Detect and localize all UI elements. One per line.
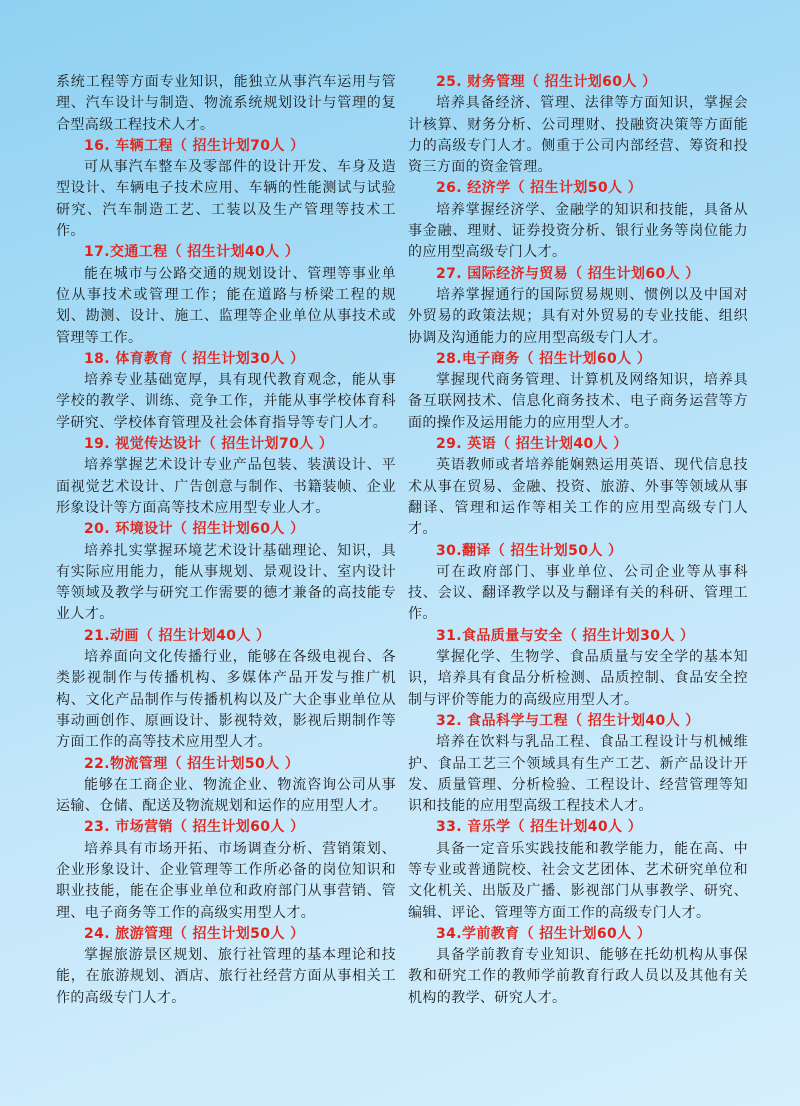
- major-entry: [408, 541, 748, 626]
- enrollment-plan: （ 招生计划30人 ）: [172, 350, 305, 367]
- major-title: 30.翻译: [436, 542, 491, 559]
- major-entry: [56, 817, 396, 923]
- major-entry: [56, 519, 396, 625]
- major-title: 33. 音乐学: [436, 819, 511, 836]
- major-entry: [56, 136, 396, 242]
- major-title: 26. 经济学: [436, 180, 511, 197]
- major-heading: [56, 434, 396, 455]
- left-major-list: [56, 136, 396, 1009]
- major-heading: [408, 72, 748, 93]
- major-entry: [408, 178, 748, 263]
- major-entry: [408, 817, 748, 923]
- major-heading: [408, 817, 748, 838]
- major-description: 可在政府部门、事业单位、公司企业等从事科技、会议、翻译教学以及与翻译有关的科研、管理工作。: [408, 563, 748, 623]
- major-heading: [56, 136, 396, 157]
- major-description: 能在城市与公路交通的规划设计、管理等事业单位从事技术或管理工作；能在道路与桥梁工程的规划、勘测、设计、施工、监理等企业单位从事技术或管理等工作。: [56, 265, 396, 346]
- major-heading: [408, 541, 748, 562]
- major-title: 27. 国际经济与贸易: [436, 265, 569, 282]
- major-heading: [56, 924, 396, 945]
- major-entry: [56, 434, 396, 519]
- enrollment-plan: （ 招生计划40人 ）: [167, 244, 300, 261]
- major-heading: [56, 754, 396, 775]
- enrollment-plan: （ 招生计划60人 ）: [568, 265, 700, 282]
- major-heading: [56, 626, 396, 647]
- major-description: 掌握现代商务管理、计算机及网络知识，培养具备互联网技术、信息化商务技术、电子商务运营等方面的操作及运用能力的应用型人才。: [408, 372, 748, 431]
- enrollment-plan: （ 招生计划50人 ）: [490, 542, 623, 559]
- major-title: 23. 市场营销: [84, 819, 173, 836]
- major-description: 培养扎实掌握环境艺术设计基础理论、知识，具有实际应用能力，能从事规划、景观设计、室内设计等领域及教学与研究工作需要的德才兼备的高技能专业人才。: [56, 542, 396, 623]
- major-entry: [56, 242, 396, 348]
- major-entry: [408, 72, 748, 178]
- enrollment-plan: （ 招生计划60人 ）: [519, 350, 652, 367]
- major-heading: [56, 519, 396, 540]
- major-title: 29. 英语: [436, 436, 497, 453]
- major-heading: [408, 434, 748, 455]
- major-heading: [56, 817, 396, 838]
- enrollment-plan: （ 招生计划40人 ）: [568, 712, 700, 729]
- enrollment-plan: （ 招生计划60人 ）: [524, 74, 657, 90]
- major-title: 20. 环境设计: [84, 521, 173, 538]
- major-description: 培养面向文化传播行业，能够在各级电视台、各类影视制作与传播机构、多媒体产品开发与推广机构、文化产品制作与传播机构以及广大企事业单位从事动画创作、原画设计、影视特效，影视后期制作等方面工作的高等技术应用型人才。: [56, 649, 396, 751]
- major-entry: [408, 626, 748, 711]
- major-description: 培养掌握通行的国际贸易规则、惯例以及中国对外贸易的政策法规；具有对外贸易的专业技能、组织协调及沟通能力的应用型高级专门人才。: [408, 286, 748, 346]
- enrollment-plan: （ 招生计划30人 ）: [562, 627, 695, 644]
- enrollment-plan: （ 招生计划40人 ）: [510, 819, 643, 836]
- enrollment-plan: （ 招生计划50人 ）: [172, 925, 305, 942]
- major-description: 培养具有市场开拓、市场调查分析、营销策划、企业形象设计、企业管理等工作所必备的岗位知识和职业技能，能在企事业单位和政府部门从事营销、管理、电子商务等工作的高级实用型人才。: [56, 840, 396, 921]
- major-title: 21.动画: [84, 627, 139, 644]
- major-description: 英语教师或者培养能娴熟运用英语、现代信息技术从事在贸易、金融、投资、旅游、外事等领域从事翻译、管理和运作等相关工作的应用型高级专门人才。: [408, 457, 748, 538]
- major-heading: [56, 349, 396, 370]
- enrollment-plan: （ 招生计划60人 ）: [519, 925, 652, 942]
- major-heading: [56, 242, 396, 263]
- major-description: 培养在饮料与乳品工程、食品工程设计与机械维护、食品工艺三个领域具有生产工艺、新产品设计开发、质量管理、分析检验、工程设计、经营管理等知识和技能的应用型高级工程技术人才。: [408, 734, 748, 815]
- major-heading: [408, 626, 748, 647]
- major-title: 22.物流管理: [84, 755, 168, 772]
- major-entry: [56, 349, 396, 434]
- enrollment-plan: （ 招生计划70人 ）: [201, 436, 334, 453]
- major-description: 培养具备经济、管理、法律等方面知识，掌握会计核算、财务分析、公司理财、投融资决策等方面能力的高级专门人才。侧重于公司内部经营、筹资和投资三方面的资金管理。: [408, 95, 748, 176]
- major-description: 掌握旅游景区规划、旅行社管理的基本理论和技能，在旅游规划、酒店、旅行社经营方面从事相关工作的高级专门人才。: [56, 947, 396, 1006]
- right-major-list: [408, 72, 748, 1009]
- major-description: 可从事汽车整车及零部件的设计开发、车身及造型设计、车辆电子技术应用、车辆的性能测试与试验研究、汽车制造工艺、工装以及生产管理等技术工作。: [56, 159, 396, 240]
- major-description: 能够在工商企业、物流企业、物流咨询公司从事运输、仓储、配送及物流规划和运作的应用型人才。: [56, 776, 396, 815]
- major-entry: [56, 924, 396, 1009]
- major-entry: [408, 434, 748, 540]
- major-heading: [408, 711, 748, 732]
- major-description: 培养专业基础宽厚，具有现代教育观念，能从事学校的教学、训练、竞争工作，并能从事学校体育科学研究、学校体育管理及社会体育指导等专门人才。: [56, 372, 396, 431]
- major-entry: [56, 754, 396, 818]
- enrollment-plan: （ 招生计划40人 ）: [138, 627, 271, 644]
- major-title: 32. 食品科学与工程: [436, 712, 569, 729]
- major-title: 34.学前教育: [436, 925, 520, 942]
- major-description: 培养掌握艺术设计专业产品包装、装潢设计、平面视觉艺术设计、广告创意与制作、书籍装帧、企业形象设计等方面高等技术应用型专业人才。: [56, 457, 396, 516]
- major-heading: [408, 264, 748, 285]
- major-entry: [408, 264, 748, 349]
- enrollment-plan: （ 招生计划50人 ）: [167, 755, 300, 772]
- major-title: 24. 旅游管理: [84, 925, 173, 942]
- major-heading: [408, 349, 748, 370]
- major-description: 具备学前教育专业知识、能够在托幼机构从事保教和研究工作的教师学前教育行政人员以及其他有关机构的教学、研究人才。: [408, 947, 748, 1006]
- enrollment-plan: （ 招生计划60人 ）: [172, 521, 305, 538]
- major-description: 具备一定音乐实践技能和教学能力，能在高、中等专业或普通院校、社会文艺团体、艺术研究单位和文化机关、出版及广播、影视部门从事教学、研究、编辑、评论、管理等方面工作的高级专门人才。: [408, 840, 748, 921]
- major-entry: [56, 626, 396, 754]
- major-entry: [408, 924, 748, 1009]
- enrollment-plan: （ 招生计划40人 ）: [496, 436, 628, 453]
- major-title: 17.交通工程: [84, 244, 168, 261]
- major-heading: [408, 178, 748, 199]
- major-title: 31.食品质量与安全: [436, 627, 563, 644]
- major-title: 18. 体育教育: [84, 350, 173, 367]
- intro-paragraph: 系统工程等方面专业知识，能独立从事汽车运用与管理、汽车设计与制造、物流系统规划设计与管理的复合型高级工程技术人才。: [56, 74, 396, 133]
- enrollment-plan: （ 招生计划50人 ）: [510, 180, 643, 197]
- major-entry: [408, 349, 748, 434]
- major-heading: [408, 924, 748, 945]
- major-title: 16. 车辆工程: [84, 137, 173, 154]
- major-entry: [408, 711, 748, 817]
- major-title: 19. 视觉传达设计: [84, 436, 202, 453]
- right-column: [408, 72, 748, 1009]
- major-title: 28.电子商务: [436, 350, 520, 367]
- left-column: [56, 72, 396, 1009]
- enrollment-plan: （ 招生计划70人 ）: [172, 137, 305, 154]
- major-title: 25. 财务管理: [436, 74, 525, 90]
- major-description: 培养掌握经济学、金融学的知识和技能，具备从事金融、理财、证券投资分析、银行业务等岗位能力的应用型高级专门人才。: [408, 201, 748, 261]
- major-description: 掌握化学、生物学、食品质量与安全学的基本知识，培养具有食品分析检测、品质控制、食品安全控制与评价等能力的高级应用型人才。: [408, 649, 748, 708]
- enrollment-plan: （ 招生计划60人 ）: [172, 819, 305, 836]
